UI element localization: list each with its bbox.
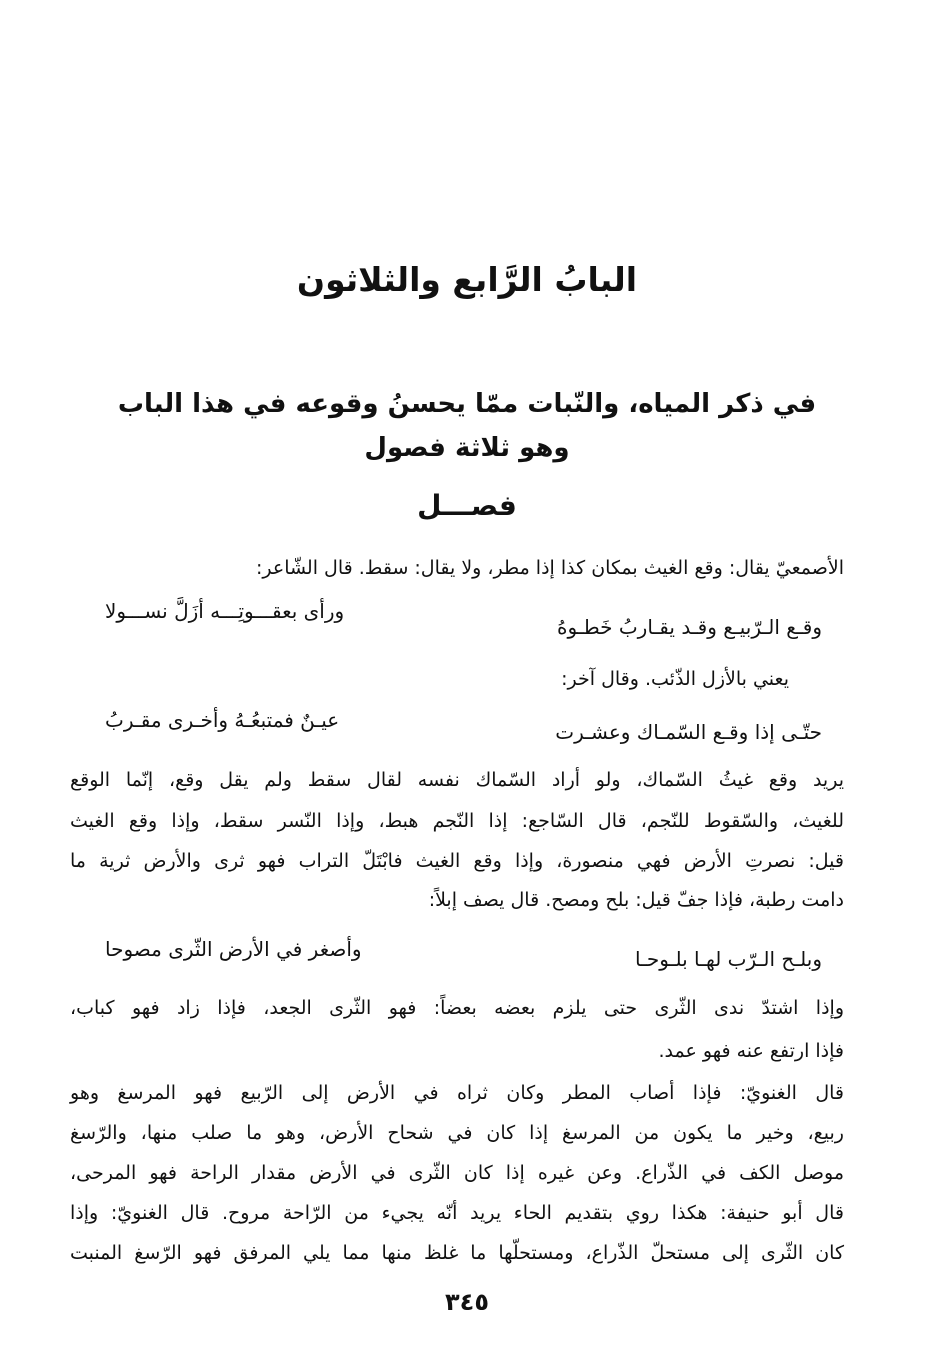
text-line: وإذا اشتدّ ندى الثّرى حتى يلزم بعضه بعضاً: فهو الثّرى الجعد، فإذا زاد فهو كباب، <box>70 997 844 1019</box>
verse-hemistich-right: حتّـى إذا وقـع السّمـاك وعشـرت <box>555 720 822 744</box>
text-line: ربيع، وخير ما يكون من المرسغ إذا كان في شحاح الأرض، وهو ما صلب منها، والرّسغ <box>70 1122 844 1144</box>
text-line: يريد وقع غيثُ السّماك، ولو أراد السّماك نفسه لقال سقط ولم يقل وقع، إنّما الوقع <box>70 769 844 791</box>
verse-hemistich-left: وأصغر في الأرض الثّرى مصوحا <box>105 937 362 961</box>
section-title: فصـــل <box>417 489 517 522</box>
text-line: موصل الكف في الذّراع. وعن غيره إذا كان الثّرى في الأرض مقدار الراحة فهو المرحى، <box>70 1162 844 1184</box>
text-line: دامت رطبة، فإذا جفّ قيل: بلح ومصح. قال يصف إبلاً: <box>428 889 844 911</box>
text-line: قال أبو حنيفة: هكذا روي بتقديم الحاء يريد أنّه يجيء من الرّاحة مروح. قال الغنويّ: وإذا <box>70 1202 844 1224</box>
text-line: قال الغنويّ: فإذا أصاب المطر وكان ثراه في الأرض إلى الرّبيع فهو المرسغ وهو <box>70 1082 844 1104</box>
chapter-title: البابُ الرَّابع والثلاثون <box>296 260 638 299</box>
verse-hemistich-right: وبلـح الـرّب لهـا بلـوحـا <box>634 947 822 971</box>
verse-hemistich-left: ورأى بعقـــوتِـــه أزَلَّ نســـولا <box>105 599 345 623</box>
subtitle-line-2: وهو ثلاثة فصول <box>364 433 570 463</box>
text-line: قيل: نصرتِ الأرض فهي منصورة، وإذا وقع الغيث فابْتَلّ التراب فهو ثرى والأرض ثرية ما <box>70 850 844 872</box>
page-number: ٣٤٥ <box>445 1288 489 1316</box>
verse-hemistich-left: عيـنٌ فمتبعُـهُ وأخـرى مقـربُ <box>105 708 340 732</box>
text-line: الأصمعيّ يقال: وقع الغيث بمكان كذا إذا مطر، ولا يقال: سقط. قال الشّاعر: <box>255 557 844 579</box>
subtitle-line-1: في ذكر المياه، والنّبات ممّا يحسنُ وقوعه في هذا الباب <box>117 389 817 419</box>
text-line: يعني بالأزل الذّئب. وقال آخر: <box>561 668 789 690</box>
text-line: كان الثّرى إلى مستحلّ الذّراع، ومستحلّها ما غلظ منها مما يلي المرفق فهو الرّسغ المنبت <box>70 1242 844 1264</box>
verse-hemistich-right: وقـع الـرّبيـع وقـد يقـاربُ خَطـوهُ <box>557 615 822 639</box>
text-line: للغيث، والسّقوط للنّجم، قال السّاجع: إذا النّجم هبط، وإذا النّسر سقط، وإذا وقع الغيث <box>70 810 844 832</box>
text-line: فإذا ارتفع عنه فهو عمد. <box>658 1040 844 1062</box>
